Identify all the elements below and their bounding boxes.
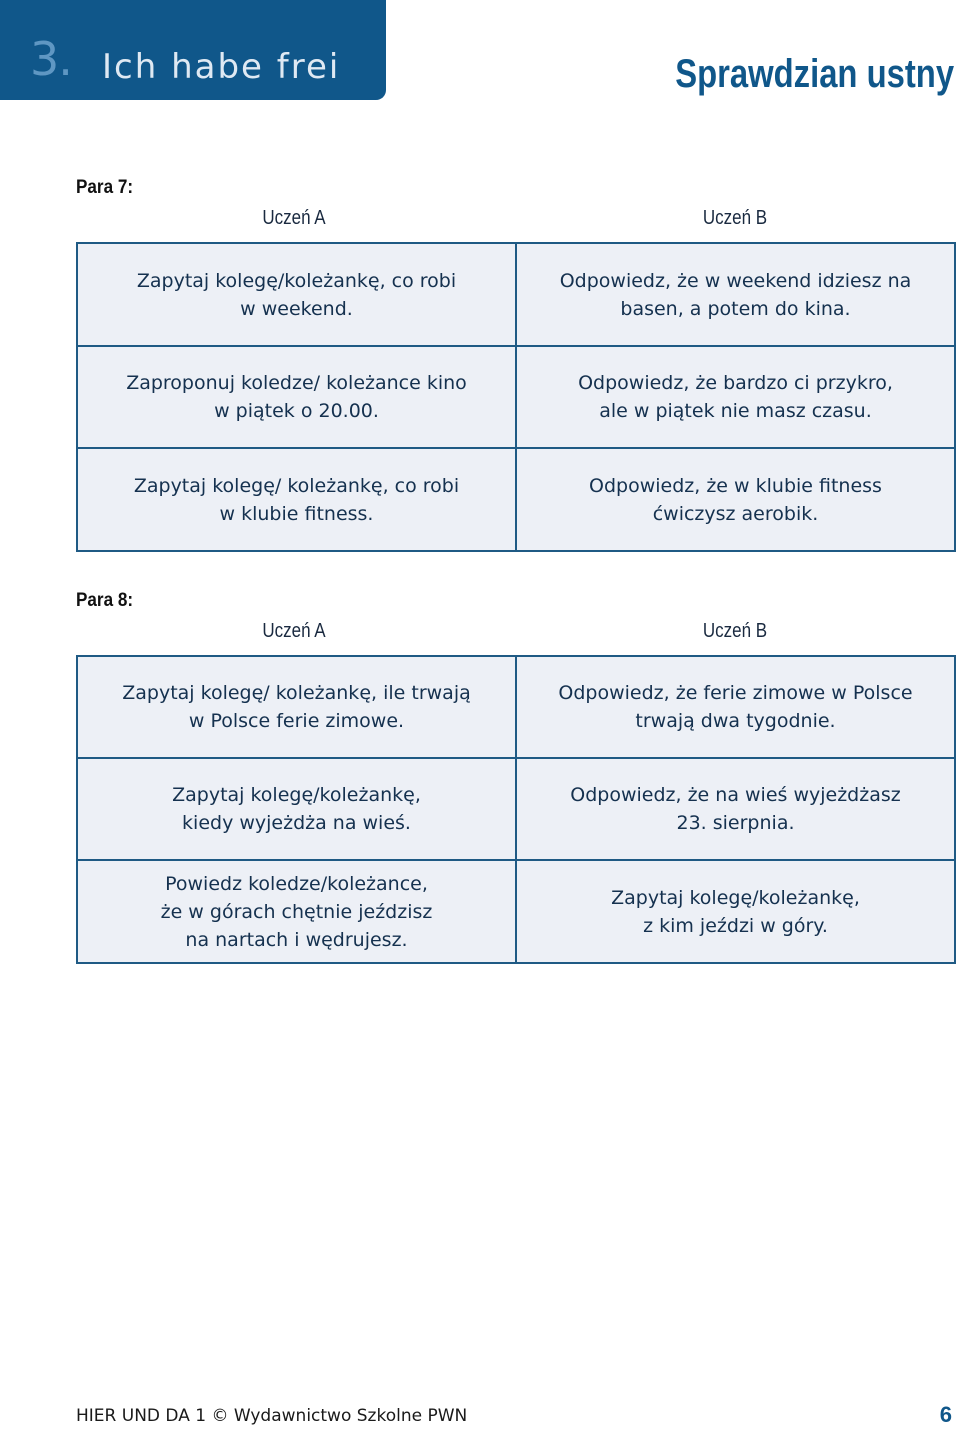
task-table-para-7: [76, 242, 956, 552]
task-cell-student-b: Odpowiedz, że ferie zimowe w Polsce trwają dwa tygodnie.: [516, 656, 955, 758]
task-cell-student-a: Zapytaj kolegę/koleżankę, co robi w weekend.: [77, 243, 516, 346]
task-cell-student-b: Odpowiedz, że w klubie fitness ćwiczysz aerobik.: [516, 448, 955, 551]
page-title: Sprawdzian ustny: [675, 52, 954, 96]
column-header-student-b: Uczeń B: [702, 620, 768, 642]
task-table-para-8: [76, 655, 956, 964]
table-row: [77, 448, 955, 551]
chapter-tab: [0, 0, 386, 100]
chapter-title: Ich habe frei: [102, 47, 341, 87]
table-row: [77, 346, 955, 448]
task-cell-student-b: Zapytaj kolegę/koleżankę, z kim jeździ w góry.: [516, 860, 955, 963]
task-cell-student-a: Zapytaj kolegę/koleżankę, kiedy wyjeżdża na wieś.: [77, 758, 516, 860]
table-row: [77, 860, 955, 963]
page-number: 6: [939, 1402, 952, 1427]
task-cell-student-a: Zaproponuj koledze/ koleżance kino w piątek o 20.00.: [77, 346, 516, 448]
table-row: [77, 758, 955, 860]
column-header-student-a: Uczeń A: [262, 620, 326, 642]
task-cell-student-b: Odpowiedz, że w weekend idziesz na basen, a potem do kina.: [516, 243, 955, 346]
task-cell-student-a: Powiedz koledze/koleżance, że w górach chętnie jeździsz na nartach i wędrujesz.: [77, 860, 516, 963]
column-header-student-a: Uczeń A: [262, 207, 326, 229]
task-cell-student-a: Zapytaj kolegę/ koleżankę, co robi w klubie fitness.: [77, 448, 516, 551]
section-label-para-8: Para 8:: [76, 590, 134, 611]
column-header-student-b: Uczeń B: [702, 207, 768, 229]
footer-copyright: HIER UND DA 1 © Wydawnictwo Szkolne PWN: [76, 1406, 468, 1426]
table-row: [77, 243, 955, 346]
task-cell-student-b: Odpowiedz, że na wieś wyjeżdżasz 23. sierpnia.: [516, 758, 955, 860]
task-cell-student-a: Zapytaj kolegę/ koleżankę, ile trwają w Polsce ferie zimowe.: [77, 656, 516, 758]
chapter-number: 3.: [30, 32, 72, 86]
table-row: [77, 656, 955, 758]
section-label-para-7: Para 7:: [76, 177, 134, 198]
task-cell-student-b: Odpowiedz, że bardzo ci przykro, ale w piątek nie masz czasu.: [516, 346, 955, 448]
